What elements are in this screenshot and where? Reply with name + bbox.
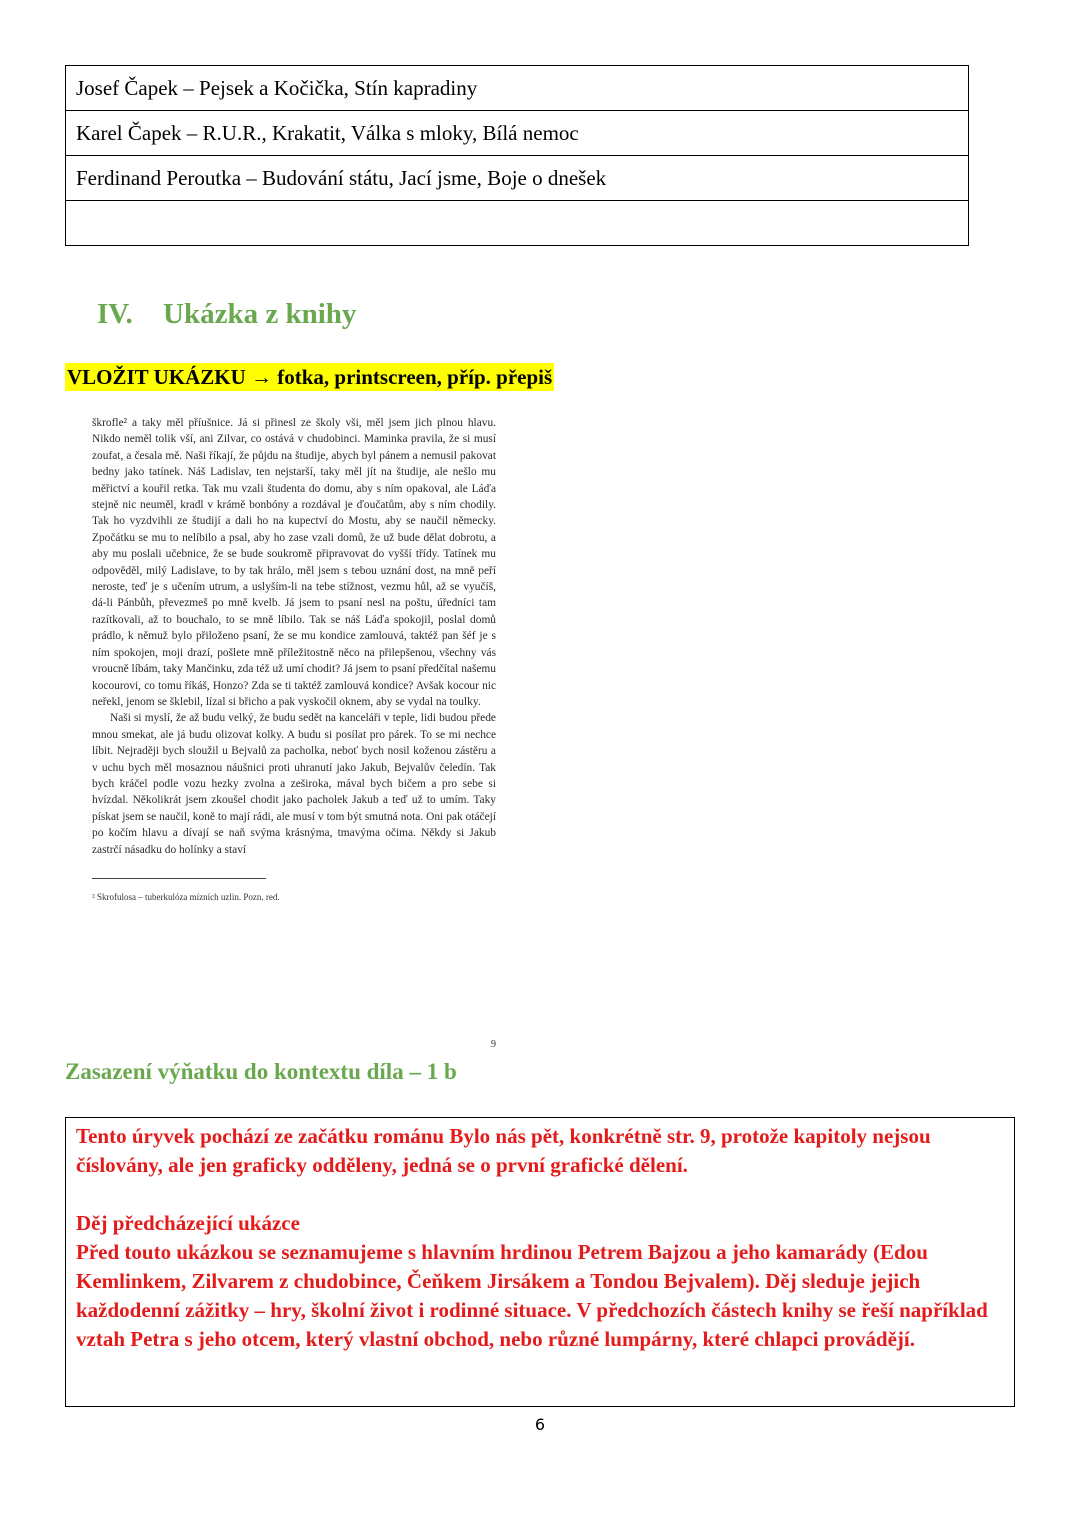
table-row: [66, 156, 969, 201]
section-heading: [97, 298, 356, 331]
spacer: [76, 1180, 1004, 1209]
author-cell: Karel Čapek – R.U.R., Krakatit, Válka s mloky, Bílá nemoc: [66, 111, 969, 156]
excerpt-paragraph: Naši si myslí, že až budu velký, že budu sedět na kanceláři v teple, lidi budou přede mnou smekat, ale já budu olizovat kolky. A budu si posílat pro párek. To se mi nechce líbit. Nejraději bych sloužil u Bejvalů za pacholka, neboť bych nosil koženou zástěru a v uchu bych měl mosaznou náušnici proti uhranutí jako Jakub, Bejvalův čeledín. Tak bych kráčel podle vozu hezky zvolna a zeširoka, mával bych bičem a pro sebe si hvízdal. Několikrát jsem zkoušel chodit jako pacholek Jakub a teď už to umím. Taky pískat jsem se naučil, koně to mají rádi, ale musí v tom být smutná nota. Oni pak otáčejí po kočím hlavu a dívají se naň svýma krásnýma, tmavýma očima. Někdy si Jakub zastrčí násadku do holínky a staví: [92, 712, 496, 856]
page-number: 6: [534, 1415, 546, 1434]
author-cell: Ferdinand Peroutka – Budování státu, Jací jsme, Boje o dnešek: [66, 156, 969, 201]
highlighted-instruction: VLOŽIT UKÁZKU → fotka, printscreen, příp. přepiš: [67, 365, 553, 389]
author-cell: Josef Čapek – Pejsek a Kočička, Stín kapradiny: [66, 66, 969, 111]
book-page-number: 9: [491, 1039, 496, 1050]
table-row: [66, 66, 969, 111]
section-number: IV.: [97, 298, 133, 330]
section-title: Ukázka z knihy: [163, 298, 357, 330]
subheading: Zasazení výňatku do kontextu díla – 1 b: [65, 1059, 457, 1084]
empty-cell: [66, 201, 969, 246]
book-page-scan: [92, 415, 496, 1055]
answer-heading: Děj předcházející ukázce: [76, 1211, 300, 1235]
footnote: ² Skrofulosa – tuberkulóza mízních uzlin. Pozn. red.: [92, 891, 280, 902]
excerpt-paragraph: škrofle² a taky měl příušnice. Já si přinesl ze školy vši, měl jsem jich plnou hlavu. Nikdo neměl tolik vší, ani Zilvar, co ostává v chudobinci. Maminka pravila, že si musí zoufat, a česala mě. Naši říkají, že půjdu na študije, abych byl pánem a nemusil pakovat bedny jako tatínek. Náš Ladislav, ten nejstarší, taky měl jít na študije, ale nešlo mu měřictví a kouřil retka. Tak mu vzali študenta do domu, aby s ním opakoval, ale Láďa stejně nic neuměl, kradl v krámě bonbóny a rozdával je ďoučatům, aby s ním chodily. Tak ho vyzdvihli ze študijí a dali ho na kupectví do Mostu, aby se naučil německy. Zpočátku se mu to nelíbilo a psal, aby ho zase vzali domů, že už bude dělat dobrotu, a aby mu poslali učebnice, že se bude soukromě připravovat do vyšší třídy. Tatínek mu odpověděl, milý Ladislave, to by tak hrálo, měl jsem s tebou uznání dost, na mně peří neroste, teď je s učením utrum, a uslyším-li na tebe stížnost, vezmu hůl, až se vyučíš, dá-li Pánbůh, převezmeš po mně kvelb. Já jsem to psaní nesl na poštu, úředníci tam razítkovali, až to bouchalo, to se mně líbilo. Tak se náš Láďa spokojil, poslal domů prádlo, k němuž bylo přiloženo psaní, že se mu kondice zamlouvá, taktéž pan šéf je s ním spokojen, moji drazí, pošlete mně příležitostně něco na přilepšenou, všechny vás vroucně líbám, taky Mančinku, zda též už umí chodit? Já jsem to psaní předčítal našemu kocourovi, co tomu říkáš, Honzo? Zda se ti taktéž zamlouvá kondice? Avšak kocour nic neřekl, jenom se šklebil, lízal si břicho a pak vyskočil oknem, aby se vydal na toulky.: [92, 417, 496, 708]
table-row: [66, 201, 969, 246]
answer-intro: Tento úryvek pochází ze začátku románu Bylo nás pět, konkrétně str. 9, protože kapitoly nejsou číslovány, ale jen graficky odděleny, jedná se o první grafické dělení.: [76, 1124, 931, 1177]
answer-box: [65, 1117, 1015, 1407]
footnote-divider: [92, 878, 266, 879]
authors-table: [65, 65, 969, 246]
answer-body: Před touto ukázkou se seznamujeme s hlavním hrdinou Petrem Bajzou a jeho kamarády (Edou Kemlinkem, Zilvarem z chudobince, Čeňkem Jirsákem a Tondou Bejvalem). Děj sleduje jejich každodenní zážitky – hry, školní život i rodinné situace. V předchozích částech knihy se řeší například vztah Petra s jeho otcem, který vlastní obchod, nebo různé lumpárny, které chlapci provádějí.: [76, 1240, 988, 1351]
table-row: [66, 111, 969, 156]
